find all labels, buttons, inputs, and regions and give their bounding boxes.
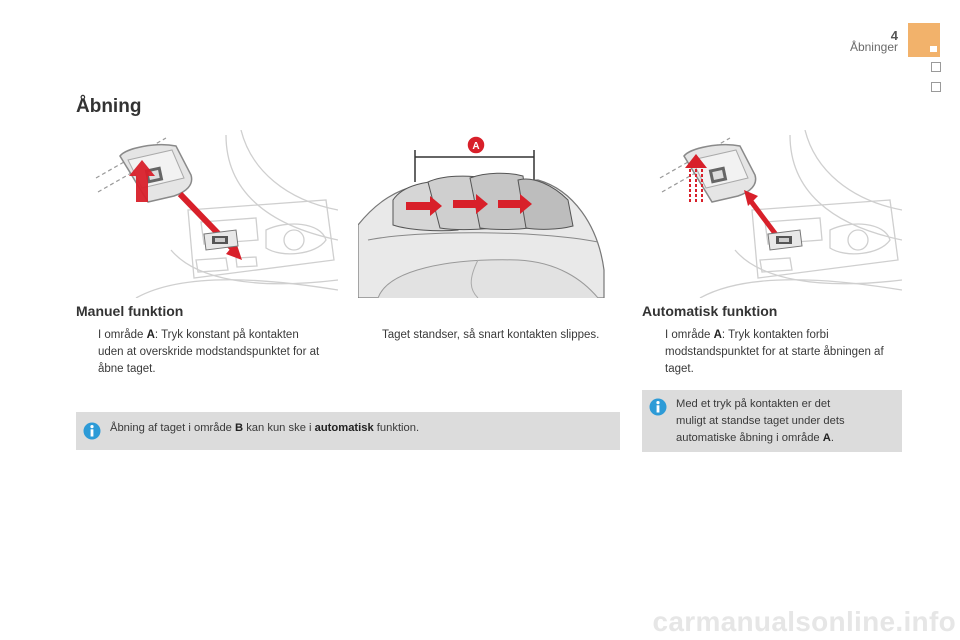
- illustration-manual: [76, 130, 338, 298]
- illustration-roof-opening: [358, 130, 608, 298]
- text: kan kun ske i: [243, 422, 315, 434]
- area-marker-icon: [467, 136, 485, 154]
- text: funktion.: [373, 422, 420, 434]
- watermark: carmanualsonline.info: [652, 606, 956, 637]
- chapter-tab[interactable]: [931, 62, 941, 72]
- info-box-manual: [76, 412, 620, 450]
- area-label: A: [713, 329, 722, 341]
- automatic-line-3: taget.: [665, 363, 694, 375]
- tab-dot: [930, 46, 937, 52]
- automatic-instruction: [643, 327, 905, 381]
- text: I område: [98, 329, 147, 341]
- chapter-number: 4: [890, 28, 898, 43]
- text: Åbning af taget i område: [110, 422, 236, 434]
- info-line-3: [676, 430, 896, 447]
- area-label: A: [822, 432, 831, 444]
- automatic-line-2: modstandspunktet for at starte åbningen af: [665, 346, 884, 358]
- info-text: [676, 396, 896, 447]
- section-heading-automatic: Automatisk funktion: [642, 303, 778, 319]
- stop-instruction: [360, 327, 622, 347]
- manual-line-2: uden at overskride modstandspunktet for at: [98, 346, 320, 358]
- text: I område: [665, 329, 714, 341]
- area-label: A: [146, 329, 155, 341]
- automatic-line-1: [665, 327, 884, 344]
- info-icon: [649, 398, 667, 416]
- svg-text:A: A: [472, 141, 480, 152]
- text: .: [830, 432, 834, 444]
- info-icon: [83, 422, 101, 440]
- stop-instruction-text: Taget standser, så snart kontakten slippes.: [382, 329, 600, 341]
- chapter-tab[interactable]: [931, 82, 941, 92]
- emphasis: automatisk: [314, 422, 374, 434]
- area-label: B: [235, 422, 244, 434]
- text: automatiske åbning i område: [676, 432, 823, 444]
- manual-line-3: åbne taget.: [98, 363, 156, 375]
- manual-instruction: [76, 327, 341, 381]
- info-line-2: muligt at standse taget under dets: [676, 415, 845, 427]
- text: : Tryk kontakten forbi: [721, 329, 829, 341]
- manual-line-1: [98, 327, 319, 344]
- info-box-automatic: [642, 390, 902, 452]
- section-heading-manual: Manuel funktion: [76, 303, 184, 319]
- info-text: [110, 420, 419, 437]
- text: : Tryk konstant på kontakten: [154, 329, 299, 341]
- chapter-tab-active[interactable]: [908, 23, 940, 57]
- chapter-title: Åbninger: [849, 40, 898, 54]
- info-line-1: Med et tryk på kontakten er det: [676, 398, 831, 410]
- illustration-automatic: [640, 130, 902, 298]
- page-title: Åbning: [76, 96, 142, 117]
